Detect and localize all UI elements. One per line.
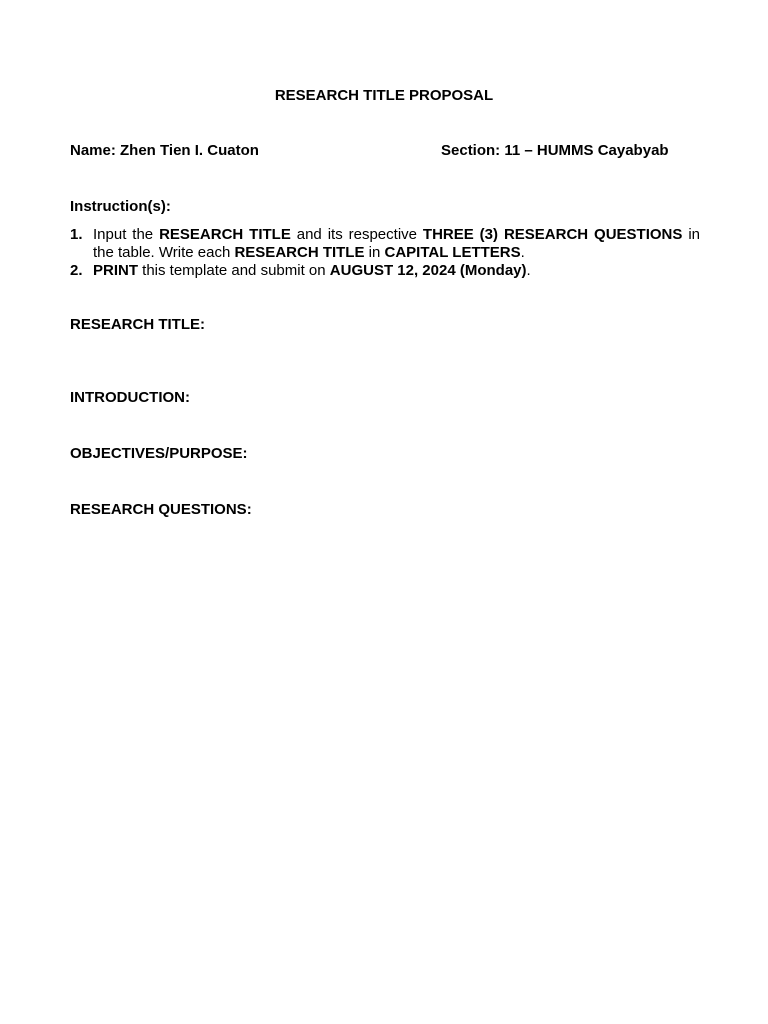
document-title: RESEARCH TITLE PROPOSAL [274, 87, 494, 104]
instruction-item [70, 226, 700, 262]
instruction-item [70, 262, 700, 280]
instruction-text-part: in the table. Write each [93, 226, 700, 261]
student-section: Section: 11 – HUMMS Cayabyab [441, 142, 669, 159]
instructions-heading: Instruction(s): [70, 198, 171, 215]
instruction-text-part: . [520, 244, 525, 261]
instruction-text-part: PRINT [93, 262, 138, 279]
instruction-text-part: RESEARCH TITLE [159, 226, 291, 243]
instruction-text [93, 262, 700, 280]
instruction-list [70, 226, 700, 280]
instruction-text-part: CAPITAL LETTERS [384, 244, 521, 261]
instruction-text-part: RESEARCH TITLE [234, 244, 365, 261]
instruction-text-part: AUGUST 12, 2024 (Monday) [329, 262, 527, 279]
student-info-row [70, 142, 700, 160]
instruction-text [93, 226, 700, 262]
instruction-text-part: Input the [93, 226, 160, 243]
research-questions-heading: RESEARCH QUESTIONS: [70, 501, 252, 518]
research-title-heading: RESEARCH TITLE: [70, 316, 205, 333]
instruction-number: 2. [70, 262, 83, 279]
instruction-text-part: THREE (3) RESEARCH QUESTIONS [422, 226, 683, 243]
instruction-number: 1. [70, 226, 83, 243]
introduction-heading: INTRODUCTION: [70, 389, 190, 406]
instruction-text-part: and its respective [290, 226, 423, 243]
instruction-text-part: in [364, 244, 385, 261]
instruction-text-part: this template and submit on [138, 262, 330, 279]
student-name: Name: Zhen Tien I. Cuaton [70, 142, 259, 159]
instruction-text-part: . [526, 262, 531, 279]
objectives-heading: OBJECTIVES/PURPOSE: [70, 445, 248, 462]
